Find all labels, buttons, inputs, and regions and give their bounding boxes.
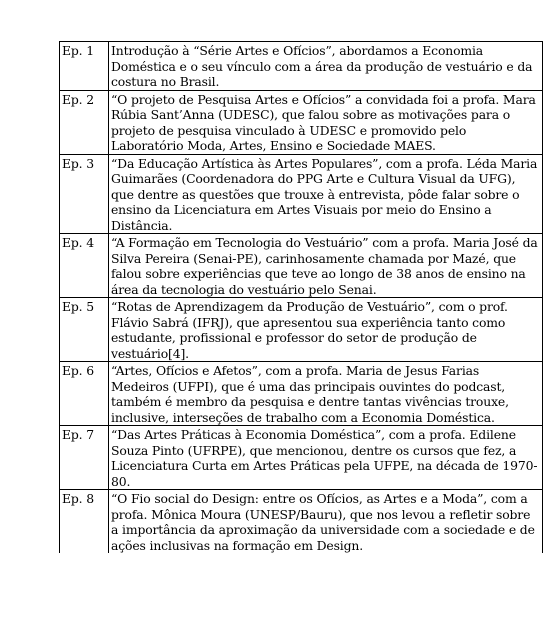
episode-description: Introdução à “Série Artes e Ofícios”, abordamos a Economia Doméstica e o seu vínculo com a área da produção de vestuário e da costura no Brasil. xyxy=(109,42,543,91)
table-row xyxy=(60,298,543,362)
table-row xyxy=(60,490,543,554)
episode-description: “Das Artes Práticas à Economia Doméstica”, com a profa. Edilene Souza Pinto (UFRPE), que mencionou, dentre os cursos que fez, a Licenciatura Curta em Artes Práticas pela UFPE, na década de 1970-80. xyxy=(109,426,543,490)
episode-number: Ep. 5 xyxy=(60,298,109,362)
episode-description: “Rotas de Aprendizagem da Produção de Vestuário”, com o prof. Flávio Sabrá (IFRJ), que apresentou sua experiência tanto como estudante, profissional e professor do setor de produção de vestuário[4]. xyxy=(109,298,543,362)
episode-description: “O projeto de Pesquisa Artes e Ofícios” a convidada foi a profa. Mara Rúbia Sant’Anna (UDESC), que falou sobre as motivações para o projeto de pesquisa vinculado à UDESC e promovido pelo Laboratório Moda, Artes, Ensino e Sociedade MAES. xyxy=(109,90,543,154)
episode-number: Ep. 1 xyxy=(60,42,109,91)
table-row xyxy=(60,154,543,234)
episode-number: Ep. 7 xyxy=(60,426,109,490)
episode-number: Ep. 6 xyxy=(60,362,109,426)
episode-description: “Da Educação Artística às Artes Populares”, com a profa. Léda Maria Guimarães (Coordenadora do PPG Arte e Cultura Visual da UFG), que dentre as questões que trouxe à entrevista, pôde falar sobre o ensino da Licenciatura em Artes Visuais por meio do Ensino a Distância. xyxy=(109,154,543,234)
table-row xyxy=(60,42,543,91)
episode-number: Ep. 8 xyxy=(60,490,109,554)
episode-number: Ep. 2 xyxy=(60,90,109,154)
episode-number: Ep. 3 xyxy=(60,154,109,234)
table-row xyxy=(60,90,543,154)
episode-description: “A Formação em Tecnologia do Vestuário” com a profa. Maria José da Silva Pereira (Senai-PE), carinhosamente chamada por Mazé, que falou sobre experiências que teve ao longo de 38 anos de ensino na área da tecnologia do vestuário pelo Senai. xyxy=(109,234,543,298)
episode-description: “O Fio social do Design: entre os Ofícios, as Artes e a Moda”, com a profa. Mônica Moura (UNESP/Bauru), que nos levou a refletir sobre a importância da aproximação da universidade com a sociedade e de ações inclusivas na formação em Design. xyxy=(109,490,543,554)
episodes-table xyxy=(59,41,543,553)
episode-number: Ep. 4 xyxy=(60,234,109,298)
table-row xyxy=(60,426,543,490)
table-row xyxy=(60,362,543,426)
table-row xyxy=(60,234,543,298)
episode-description: “Artes, Ofícios e Afetos”, com a profa. Maria de Jesus Farias Medeiros (UFPI), que é uma das principais ouvintes do podcast, também é membro da pesquisa e dentre tantas vivências trouxe, inclusive, interseções de trabalho com a Economia Doméstica. xyxy=(109,362,543,426)
